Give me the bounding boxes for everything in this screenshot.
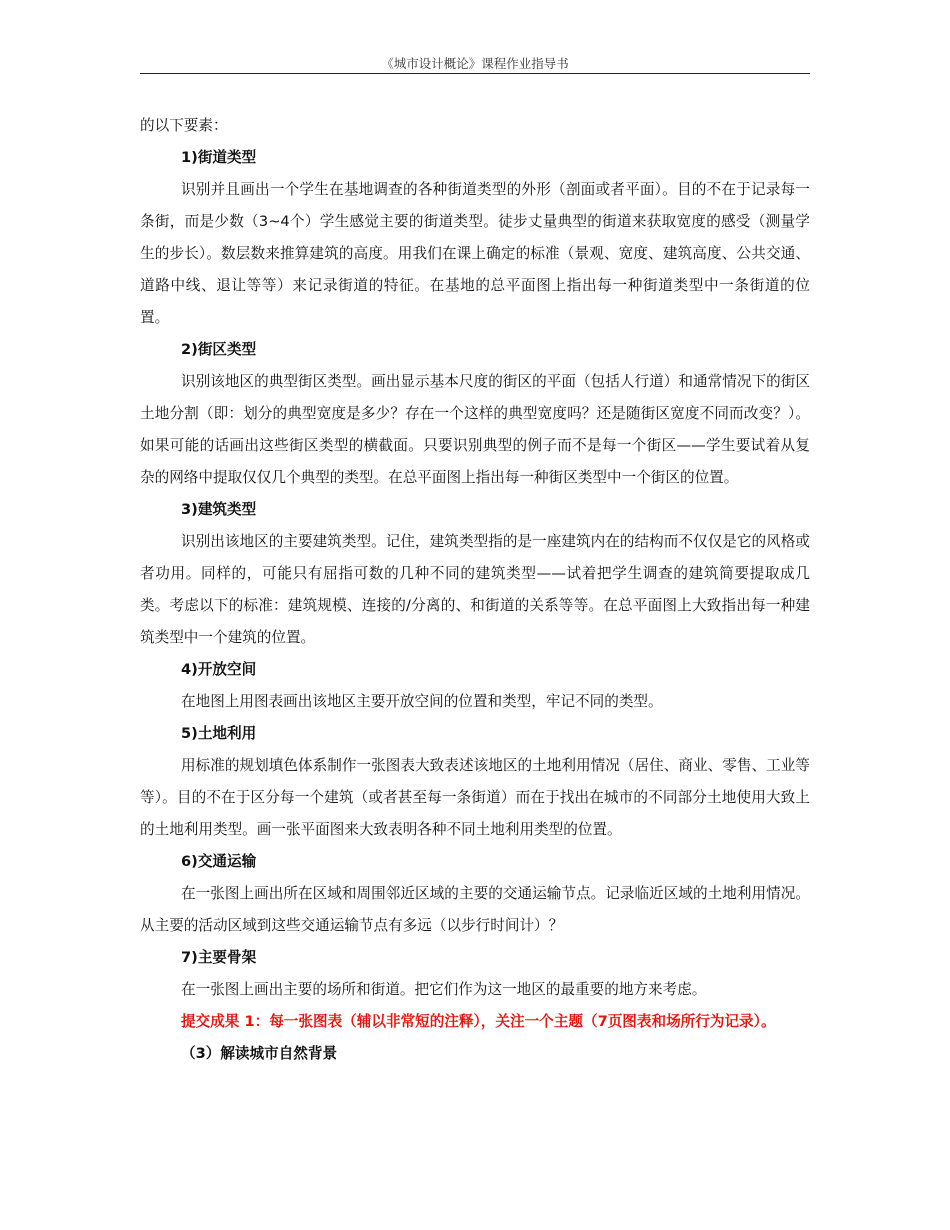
- section-heading-open-space: 4)开放空间: [181, 661, 257, 678]
- section-heading-land-use: 5)土地利用: [181, 725, 257, 742]
- section-heading-block-types: 2)街区类型: [181, 341, 257, 358]
- section-body-main-framework: 在一张图上画出主要的场所和街道。把它们作为这一地区的最重要的地方来考虑。: [181, 981, 707, 998]
- section-heading-main-framework: 7)主要骨架: [181, 949, 257, 966]
- section-heading-transportation: 6)交通运输: [181, 853, 257, 870]
- section-body-street-types: 识别并且画出一个学生在基地调查的各种街道类型的外形（剖面或者平面）。目的不在于记录每一条街，而是少数（3~4个）学生感觉主要的街道类型。徒步丈量典型的街道来获取宽度的感受（测量学生的步长）。数层数来推算建筑的高度。用我们在课上确定的标准（景观、宽度、建筑高度、公共交通、道路中线、退让等等）来记录街道的特征。在基地的总平面图上指出每一种街道类型中一条街道的位置。: [140, 181, 810, 326]
- section-body-building-types: 识别出该地区的主要建筑类型。记住，建筑类型指的是一座建筑内在的结构而不仅仅是它的风格或者功用。同样的，可能只有屈指可数的几种不同的建筑类型——试着把学生调查的建筑简要提取成几类。考虑以下的标准：建筑规模、连接的/分离的、和街道的关系等等。在总平面图上大致指出每一种建筑类型中一个建筑的位置。: [140, 533, 810, 646]
- section-body-block-types: 识别该地区的典型街区类型。画出显示基本尺度的街区的平面（包括人行道）和通常情况下的街区土地分割（即：划分的典型宽度是多少？存在一个这样的典型宽度吗？还是随街区宽度不同而改变？）。如果可能的话画出这些街区类型的横截面。只要识别典型的例子而不是每一个街区——学生要试着从复杂的网络中提取仅仅几个典型的类型。在总平面图上指出每一种街区类型中一个街区的位置。: [140, 373, 810, 486]
- next-section-heading: （3）解读城市自然背景: [181, 1045, 338, 1062]
- section-body-open-space: 在地图上用图表画出该地区主要开放空间的位置和类型，牢记不同的类型。: [181, 693, 663, 710]
- intro-text: 的以下要素：: [140, 117, 228, 134]
- document-body: [140, 110, 810, 1070]
- page-header-title: 《城市设计概论》课程作业指导书: [381, 56, 569, 71]
- section-heading-street-types: 1)街道类型: [181, 149, 257, 166]
- section-body-transportation: 在一张图上画出所在区域和周围邻近区域的主要的交通运输节点。记录临近区域的土地利用情况。从主要的活动区域到这些交通运输节点有多远（以步行时间计）？: [140, 885, 810, 934]
- section-body-land-use: 用标准的规划填色体系制作一张图表大致表述该地区的土地利用情况（居住、商业、零售、工业等等）。目的不在于区分每一个建筑（或者甚至每一条街道）而在于找出在城市的不同部分土地使用大致上的土地利用类型。画一张平面图来大致表明各种不同土地利用类型的位置。: [140, 757, 810, 838]
- deliverable-note: 提交成果 1：每一张图表（辅以非常短的注释），关注一个主题（7页图表和场所行为记录）。: [181, 1013, 776, 1030]
- section-heading-building-types: 3)建筑类型: [181, 501, 257, 518]
- header-divider: [140, 73, 810, 74]
